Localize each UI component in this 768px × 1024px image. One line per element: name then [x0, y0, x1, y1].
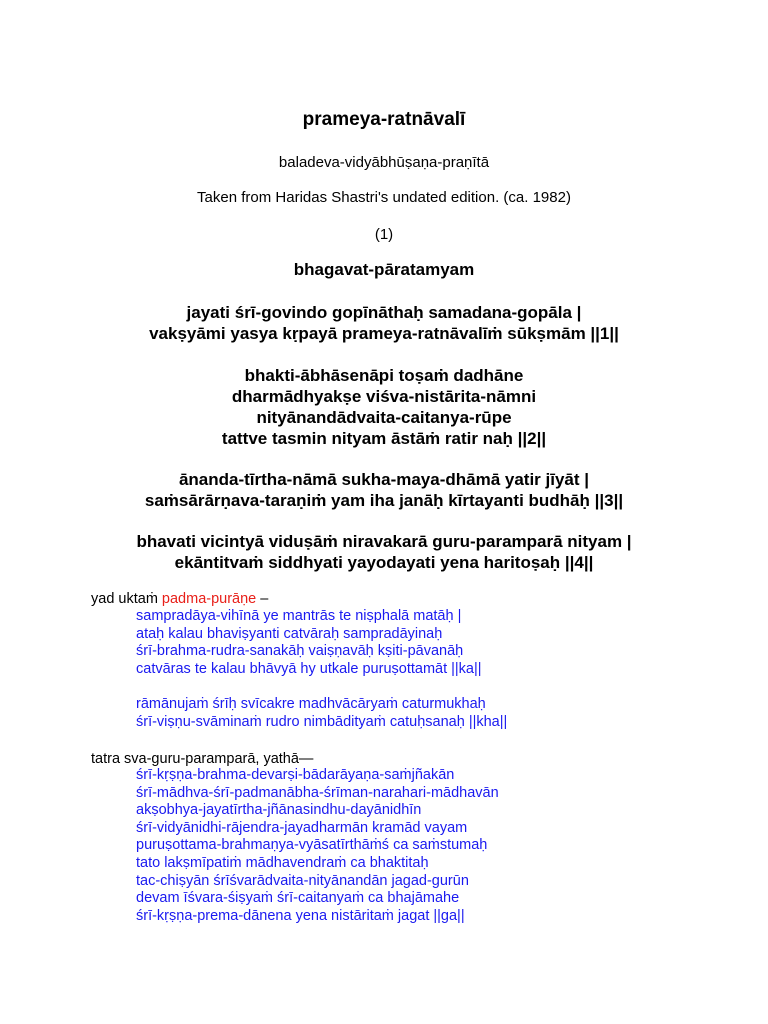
chapter-number: (1) [374, 226, 394, 243]
verse-line: vakṣyāmi yasya kṛpayā prameya-ratnāvalīṁ sūkṣmām ||1|| [149, 324, 619, 343]
quote-line: śrī-vidyānidhi-rājendra-jayadharmān kramād vayam [136, 819, 468, 836]
document-title: prameya-ratnāvalī [302, 109, 466, 130]
verse-line: bhakti-ābhāsenāpi toṣaṁ dadhāne [244, 366, 524, 385]
quote-intro [91, 590, 268, 608]
quote-source-link: padma-purāṇe [161, 591, 257, 607]
verse-3 [0, 469, 768, 511]
quoted-stanza-ka [136, 608, 482, 678]
quote-line: śrī-kṛṣṇa-prema-dānena yena nistāritaṁ jagat ||ga|| [136, 907, 465, 924]
author-line: baladeva-vidyābhūṣaṇa-praṇītā [278, 154, 490, 171]
verse-line: ānanda-tīrtha-nāmā sukha-maya-dhāmā yatir jīyāt | [178, 470, 590, 489]
quote-intro-prefix: yad uktaṁ [91, 591, 162, 607]
chapter-title: bhagavat-pāratamyam [293, 260, 475, 279]
verse-line: nityānandādvaita-caitanya-rūpe [256, 408, 512, 427]
source-line: Taken from Haridas Shastri's undated edition. (ca. 1982) [197, 189, 571, 206]
verse-line: saṁsārārṇava-taraṇiṁ yam iha janāḥ kīrtayanti budhāḥ ||3|| [144, 491, 624, 510]
quote-line: catvāras te kalau bhāvyā hy utkale puruṣottamāt ||ka|| [136, 660, 482, 677]
quote-line: rāmānujaṁ śrīḥ svīcakre madhvācāryaṁ caturmukhaḥ [136, 696, 486, 712]
parampara-intro: tatra sva-guru-paramparā, yathā— [91, 751, 314, 767]
quote-line: devam īśvara-śiṣyaṁ śrī-caitanyaṁ ca bhajāmahe [136, 890, 460, 907]
quote-line: tac-chiṣyān śrīśvarādvaita-nityānandān jagad-gurūn [136, 872, 469, 889]
quote-line: śrī-kṛṣṇa-brahma-devarṣi-bādarāyaṇa-saṁjñakān [136, 767, 455, 783]
verse-line: ekāntitvaṁ siddhyati yayodayati yena haritoṣaḥ ||4|| [174, 553, 594, 572]
verse-1 [0, 302, 768, 344]
quoted-stanza-kha [136, 696, 507, 731]
quote-line: śrī-viṣṇu-svāminaṁ rudro nimbādityaṁ catuḥsanaḥ ||kha|| [136, 713, 508, 730]
quote-line: ataḥ kalau bhaviṣyanti catvāraḥ sampradāyinaḥ [136, 625, 443, 642]
verse-line: bhavati vicintyā viduṣāṁ niravakarā guru-paramparā nityam | [136, 532, 632, 551]
verse-line: jayati śrī-govindo gopīnāthaḥ samadana-gopāla | [186, 303, 582, 322]
verse-2 [0, 365, 768, 449]
quote-intro-suffix: – [256, 591, 269, 607]
quoted-stanza-ga [136, 767, 499, 925]
quote-line: sampradāya-vihīnā ye mantrās te niṣphalā matāḥ | [136, 608, 462, 624]
quote-line: śrī-mādhva-śrī-padmanābha-śrīman-narahari-mādhavān [136, 784, 499, 801]
quote-line: tato lakṣmīpatiṁ mādhavendraṁ ca bhaktitaḥ [136, 854, 429, 871]
quote-line: śrī-brahma-rudra-sanakāḥ vaiṣṇavāḥ kṣiti-pāvanāḥ [136, 643, 464, 660]
quote-line: puruṣottama-brahmaṇya-vyāsatīrthāṁś ca saṁstumaḥ [136, 837, 488, 854]
verse-4 [0, 531, 768, 573]
quote-line: akṣobhya-jayatīrtha-jñānasindhu-dayānidhīn [136, 802, 422, 819]
verse-line: dharmādhyakṣe viśva-nistārita-nāmni [231, 387, 537, 406]
verse-line: tattve tasmin nityam āstāṁ ratir naḥ ||2|| [221, 429, 547, 448]
